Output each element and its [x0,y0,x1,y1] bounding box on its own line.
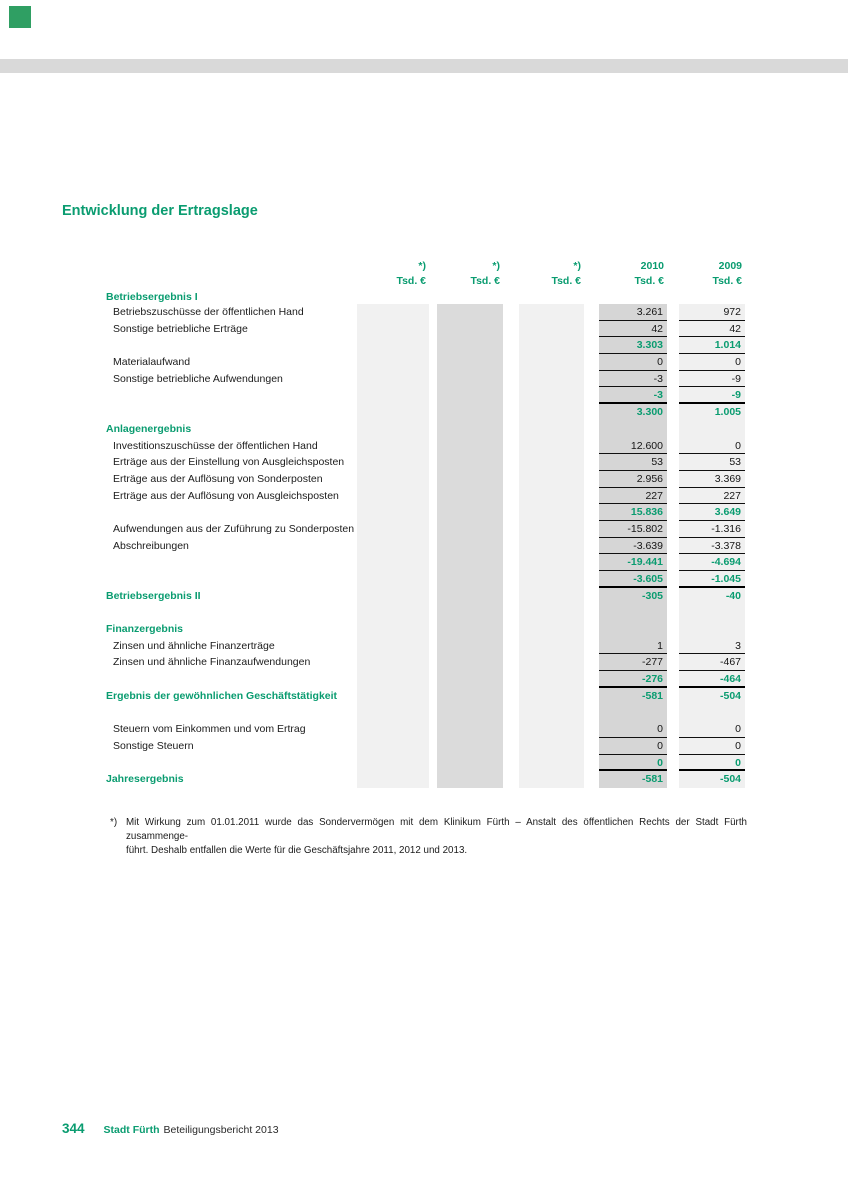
table-row [105,321,747,338]
row-label: Erträge aus der Auflösung von Ausgleichsposten [113,489,339,502]
table-row [105,638,747,655]
value-2009: 972 [679,304,745,321]
value-2009: 0 [679,738,745,755]
column-header: 2009 [718,260,742,272]
value-2010: 0 [599,755,667,772]
logo-square [9,6,31,28]
section-label: Jahresergebnis [106,773,184,786]
table-header-row [105,259,747,273]
top-divider-bar [0,59,848,73]
table-row [105,588,747,605]
page-footer [62,1121,279,1136]
page-title: Entwicklung der Ertragslage [62,203,258,219]
value-2009: -464 [679,671,745,688]
value-2009: 227 [679,488,745,505]
table-row [105,354,747,371]
value-2010: 0 [599,721,667,738]
row-label: Aufwendungen aus der Zuführung zu Sonderposten [113,522,355,535]
column-header: *) [418,260,426,272]
financial-table [105,258,747,793]
section-label: Ergebnis der gewöhnlichen Geschäftstätigkeit [106,689,338,702]
value-2009: 0 [679,438,745,455]
value-2010: 0 [599,738,667,755]
section-label: Anlagenergebnis [106,422,192,435]
table-row [105,404,747,421]
section-label: Betriebsergebnis I [106,291,198,303]
value-2010: -3 [599,387,667,404]
value-2010: 42 [599,321,667,338]
row-label: Materialaufwand [113,356,191,369]
value-2010: -19.441 [599,554,667,571]
value-2009: 3 [679,638,745,655]
value-2010: -581 [641,689,663,702]
value-2009: 3.369 [679,471,745,488]
column-unit: Tsd. € [551,275,581,287]
table-row [105,604,747,621]
table-row [105,438,747,455]
value-2010: -3 [599,371,667,388]
column-unit: Tsd. € [396,275,426,287]
value-2010: 2.956 [599,471,667,488]
value-2010: 3.261 [599,304,667,321]
footnote [110,816,747,857]
value-2010: -3.639 [599,538,667,555]
value-2009: -1.316 [679,521,745,538]
table-row [105,454,747,471]
table-row [105,771,747,788]
column-header: *) [573,260,581,272]
table-row [105,755,747,772]
column-unit: Tsd. € [470,275,500,287]
value-2010: 15.836 [599,504,667,521]
row-label: Steuern vom Einkommen und vom Ertrag [113,723,306,736]
value-2009: -9 [679,387,745,404]
table-row [105,721,747,738]
table-unit-row [105,274,747,288]
column-header: 2010 [640,260,664,272]
value-2009: 1.014 [679,337,745,354]
table-row [105,471,747,488]
value-2009: -4.694 [679,554,745,571]
value-2010: 12.600 [599,438,667,455]
brand-name: Stadt Fürth [103,1124,160,1136]
value-2009: -467 [679,654,745,671]
table-row [105,504,747,521]
table-row [105,521,747,538]
table-row [105,571,747,588]
table-row [105,554,747,571]
row-label: Sonstige betriebliche Aufwendungen [113,372,283,385]
value-2009: 3.649 [679,504,745,521]
row-label: Sonstige Steuern [113,739,194,752]
table-row [105,705,747,722]
value-2010: 3.303 [599,337,667,354]
column-header: *) [492,260,500,272]
value-2009: 53 [679,454,745,471]
row-label: Sonstige betriebliche Erträge [113,322,248,335]
value-2009: -504 [719,689,741,702]
value-2009: 0 [679,755,745,772]
row-label: Erträge aus der Einstellung von Ausgleichsposten [113,456,345,469]
value-2010: 0 [599,354,667,371]
value-2010: 53 [599,454,667,471]
table-row [105,289,747,304]
row-label: Betriebszuschüsse der öffentlichen Hand [113,306,304,318]
column-unit: Tsd. € [634,275,664,287]
value-2010: 3.300 [636,406,663,419]
value-2009: -40 [725,589,741,602]
footnote-line2: führt. Deshalb entfallen die Werte für die Geschäftsjahre 2011, 2012 und 2013. [126,844,468,856]
value-2009: 1.005 [714,406,741,419]
table-row [105,621,747,638]
table-row [105,337,747,354]
table-row [105,654,747,671]
value-2010: -277 [599,654,667,671]
footnote-line1: Mit Wirkung zum 01.01.2011 wurde das Sondervermögen mit dem Klinikum Fürth – Anstalt des öffentlichen Rechts der Stadt Fürth zusammenge- [126,817,747,842]
page-number: 344 [62,1121,85,1136]
table-row [105,688,747,705]
footnote-text [126,816,747,857]
table-row [105,738,747,755]
column-unit: Tsd. € [712,275,742,287]
table-row [105,671,747,688]
value-2010: -305 [641,589,663,602]
value-2009: -3.378 [679,538,745,555]
value-2010: 227 [599,488,667,505]
footnote-marker: *) [110,817,118,828]
value-2010: -581 [641,773,663,786]
table-row [105,538,747,555]
table-row [105,304,747,321]
value-2009: 0 [679,721,745,738]
value-2010: -3.605 [599,571,667,588]
table-body [105,289,747,788]
table-row [105,387,747,404]
value-2010: -15.802 [599,521,667,538]
value-2009: 0 [679,354,745,371]
value-2009: -1.045 [679,571,745,588]
section-label: Finanzergebnis [106,623,184,636]
value-2009: -9 [679,371,745,388]
table-row [105,371,747,388]
row-label: Erträge aus der Auflösung von Sonderposten [113,472,323,485]
table-row [105,488,747,505]
row-label: Zinsen und ähnliche Finanzerträge [113,639,275,652]
row-label: Abschreibungen [113,539,189,552]
table-row [105,421,747,438]
section-label: Betriebsergebnis II [106,589,201,602]
row-label: Zinsen und ähnliche Finanzaufwendungen [113,656,311,669]
value-2009: -504 [719,773,741,786]
report-title: Beteiligungsbericht 2013 [163,1124,279,1136]
value-2009: 42 [679,321,745,338]
value-2010: -276 [599,671,667,688]
row-label: Investitionszuschüsse der öffentlichen Hand [113,439,318,452]
value-2010: 1 [599,638,667,655]
